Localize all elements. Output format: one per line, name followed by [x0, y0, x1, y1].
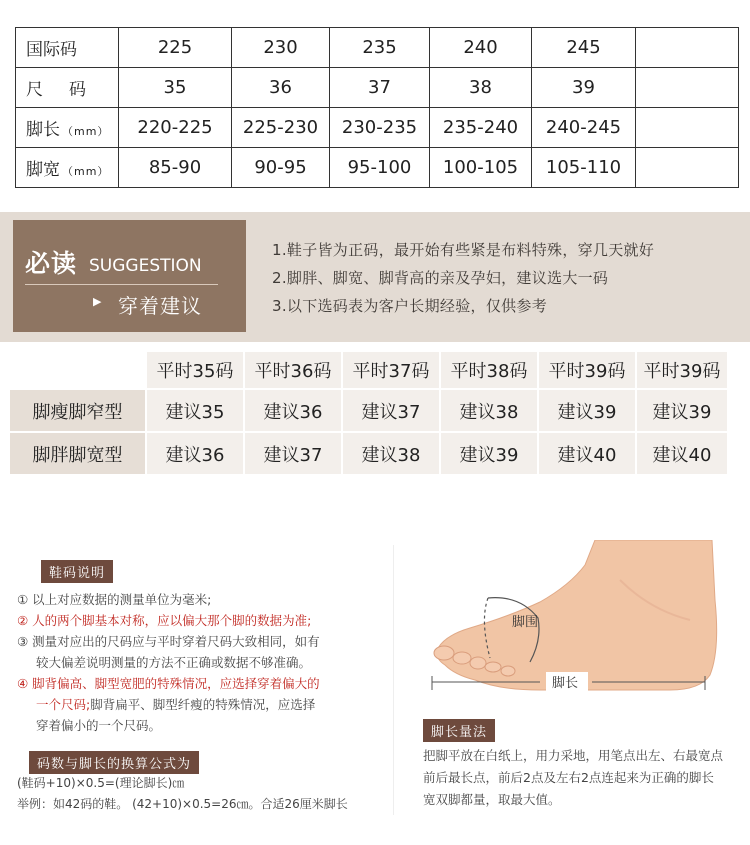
size-cell: 245	[532, 28, 636, 68]
size-notes	[17, 589, 377, 736]
size-row-label	[16, 148, 119, 188]
toe	[453, 652, 471, 664]
size-cell: 235-240	[430, 108, 532, 148]
note-line	[17, 694, 377, 715]
suggestion-subtitle: SUGGESTION	[89, 256, 202, 276]
row-label-text: 脚宽	[26, 160, 60, 180]
note-line	[17, 715, 377, 736]
measure-instructions: 把脚平放在白纸上，用力采地，用笔点出左、右最宽点前后最长点，前后2点及左右2点连起来为正确的脚长宽双脚都量，取最大值。	[423, 748, 724, 807]
size-cell: 95-100	[330, 148, 430, 188]
girth-label: 脚围	[512, 614, 539, 629]
suggestion-band	[0, 212, 750, 342]
size-cell: 225	[119, 28, 232, 68]
fit-recommendation-table	[8, 350, 729, 476]
note-tail: 脚背扁平、脚型纤瘦的特殊情况，应选择	[90, 697, 316, 712]
size-cell: 90-95	[232, 148, 330, 188]
size-cell	[636, 108, 739, 148]
size-cell: 85-90	[119, 148, 232, 188]
tip-line: 2.脚胖、脚宽、脚背高的亲及孕妇，建议选大一码	[272, 269, 609, 287]
fit-header-cell: 平时36码	[245, 352, 341, 388]
row-unit: （mm）	[62, 125, 110, 138]
note-line	[17, 589, 377, 610]
toe	[501, 666, 515, 676]
size-notes-tag: 鞋码说明	[41, 560, 113, 583]
fit-row-label: 脚瘦脚窄型	[10, 390, 145, 431]
fit-header-cell: 平时35码	[147, 352, 243, 388]
toe	[434, 646, 454, 660]
size-table-row	[16, 148, 739, 188]
toe	[470, 657, 486, 669]
formula-line: (鞋码+10)×0.5=(理论脚长)㎝	[17, 776, 185, 790]
size-table-row	[16, 68, 739, 108]
note-line	[17, 631, 377, 652]
column-divider	[393, 545, 394, 815]
size-cell: 240-245	[532, 108, 636, 148]
fit-cell: 建议36	[245, 390, 341, 431]
note-line	[17, 610, 377, 631]
size-cell	[636, 68, 739, 108]
note-line	[17, 652, 377, 673]
size-cell: 37	[330, 68, 430, 108]
row-unit: （mm）	[62, 165, 110, 178]
size-cell: 240	[430, 28, 532, 68]
row-label-text: 国际码	[26, 40, 77, 60]
fit-header-cell: 平时39码	[637, 352, 727, 388]
formula-example: 举例：如42码的鞋。 (42+10)×0.5=26㎝。合适26厘米脚长	[17, 797, 348, 811]
size-table-row	[16, 28, 739, 68]
size-cell: 36	[232, 68, 330, 108]
note-text: 穿着偏小的一个尺码。	[36, 718, 162, 733]
fit-cell: 建议37	[343, 390, 439, 431]
fit-cell: 建议38	[441, 390, 537, 431]
size-cell	[636, 148, 739, 188]
size-cell: 39	[532, 68, 636, 108]
note-text: 较大偏差说明测量的方法不正确或数据不够准确。	[36, 655, 312, 670]
fit-cell: 建议37	[245, 433, 341, 474]
fit-header-row	[10, 352, 727, 388]
tip-line: 1.鞋子皆为正码，最开始有些紧是布料特殊，穿几天就好	[272, 241, 655, 259]
size-cell: 100-105	[430, 148, 532, 188]
note-text: ② 人的两个脚基本对称，应以偏大那个脚的数据为准;	[17, 613, 312, 628]
row-label-text: 尺码	[26, 80, 112, 100]
formula-block	[17, 773, 348, 815]
suggestion-badge	[13, 220, 246, 332]
play-arrow-icon: ▶	[93, 295, 102, 308]
suggestion-divider	[25, 284, 218, 285]
note-text: ① 以上对应数据的测量单位为毫米;	[17, 592, 212, 607]
row-label-text: 脚长	[26, 120, 60, 140]
fit-row-label: 脚胖脚宽型	[10, 433, 145, 474]
fit-header-cell: 平时38码	[441, 352, 537, 388]
size-cell: 220-225	[119, 108, 232, 148]
fit-cell: 建议39	[441, 433, 537, 474]
fit-cell: 建议40	[637, 433, 727, 474]
size-cell: 230-235	[330, 108, 430, 148]
note-text: ③ 测量对应出的尺码应与平时穿着尺码大致相同，如有	[17, 634, 320, 649]
size-cell: 230	[232, 28, 330, 68]
fit-row	[10, 433, 727, 474]
fit-table-body	[10, 352, 727, 474]
size-table-row	[16, 108, 739, 148]
fit-cell: 建议39	[637, 390, 727, 431]
fit-row	[10, 390, 727, 431]
toe	[485, 662, 501, 672]
suggestion-title: 必读	[25, 249, 78, 278]
fit-cell: 建议40	[539, 433, 635, 474]
size-conversion-table	[15, 27, 739, 188]
length-label: 脚长	[552, 675, 579, 690]
fit-cell: 建议36	[147, 433, 243, 474]
fit-header-cell: 平时39码	[539, 352, 635, 388]
suggestion-action-label: 穿着建议	[118, 294, 202, 318]
fit-corner	[10, 352, 145, 388]
foot-illustration	[420, 540, 720, 715]
size-cell: 235	[330, 28, 430, 68]
note-text: 一个尺码;	[36, 697, 91, 712]
fit-cell: 建议35	[147, 390, 243, 431]
size-cell: 38	[430, 68, 532, 108]
size-row-label	[16, 28, 119, 68]
foot-drawing	[420, 540, 720, 715]
formula-tag: 码数与脚长的换算公式为	[29, 751, 199, 774]
note-text: ④ 脚背偏高、脚型宽肥的特殊情况，应选择穿着偏大的	[17, 676, 320, 691]
size-row-label	[16, 108, 119, 148]
size-table-body	[16, 28, 739, 188]
fit-cell: 建议39	[539, 390, 635, 431]
fit-cell: 建议38	[343, 433, 439, 474]
size-cell: 225-230	[232, 108, 330, 148]
suggestion-tips	[272, 236, 654, 320]
size-cell: 35	[119, 68, 232, 108]
size-cell	[636, 28, 739, 68]
size-cell: 105-110	[532, 148, 636, 188]
tip-line: 3.以下选码表为客户长期经验，仅供参考	[272, 297, 548, 315]
size-row-label	[16, 68, 119, 108]
measure-tag: 脚长量法	[423, 719, 495, 742]
note-line	[17, 673, 377, 694]
fit-header-cell: 平时37码	[343, 352, 439, 388]
